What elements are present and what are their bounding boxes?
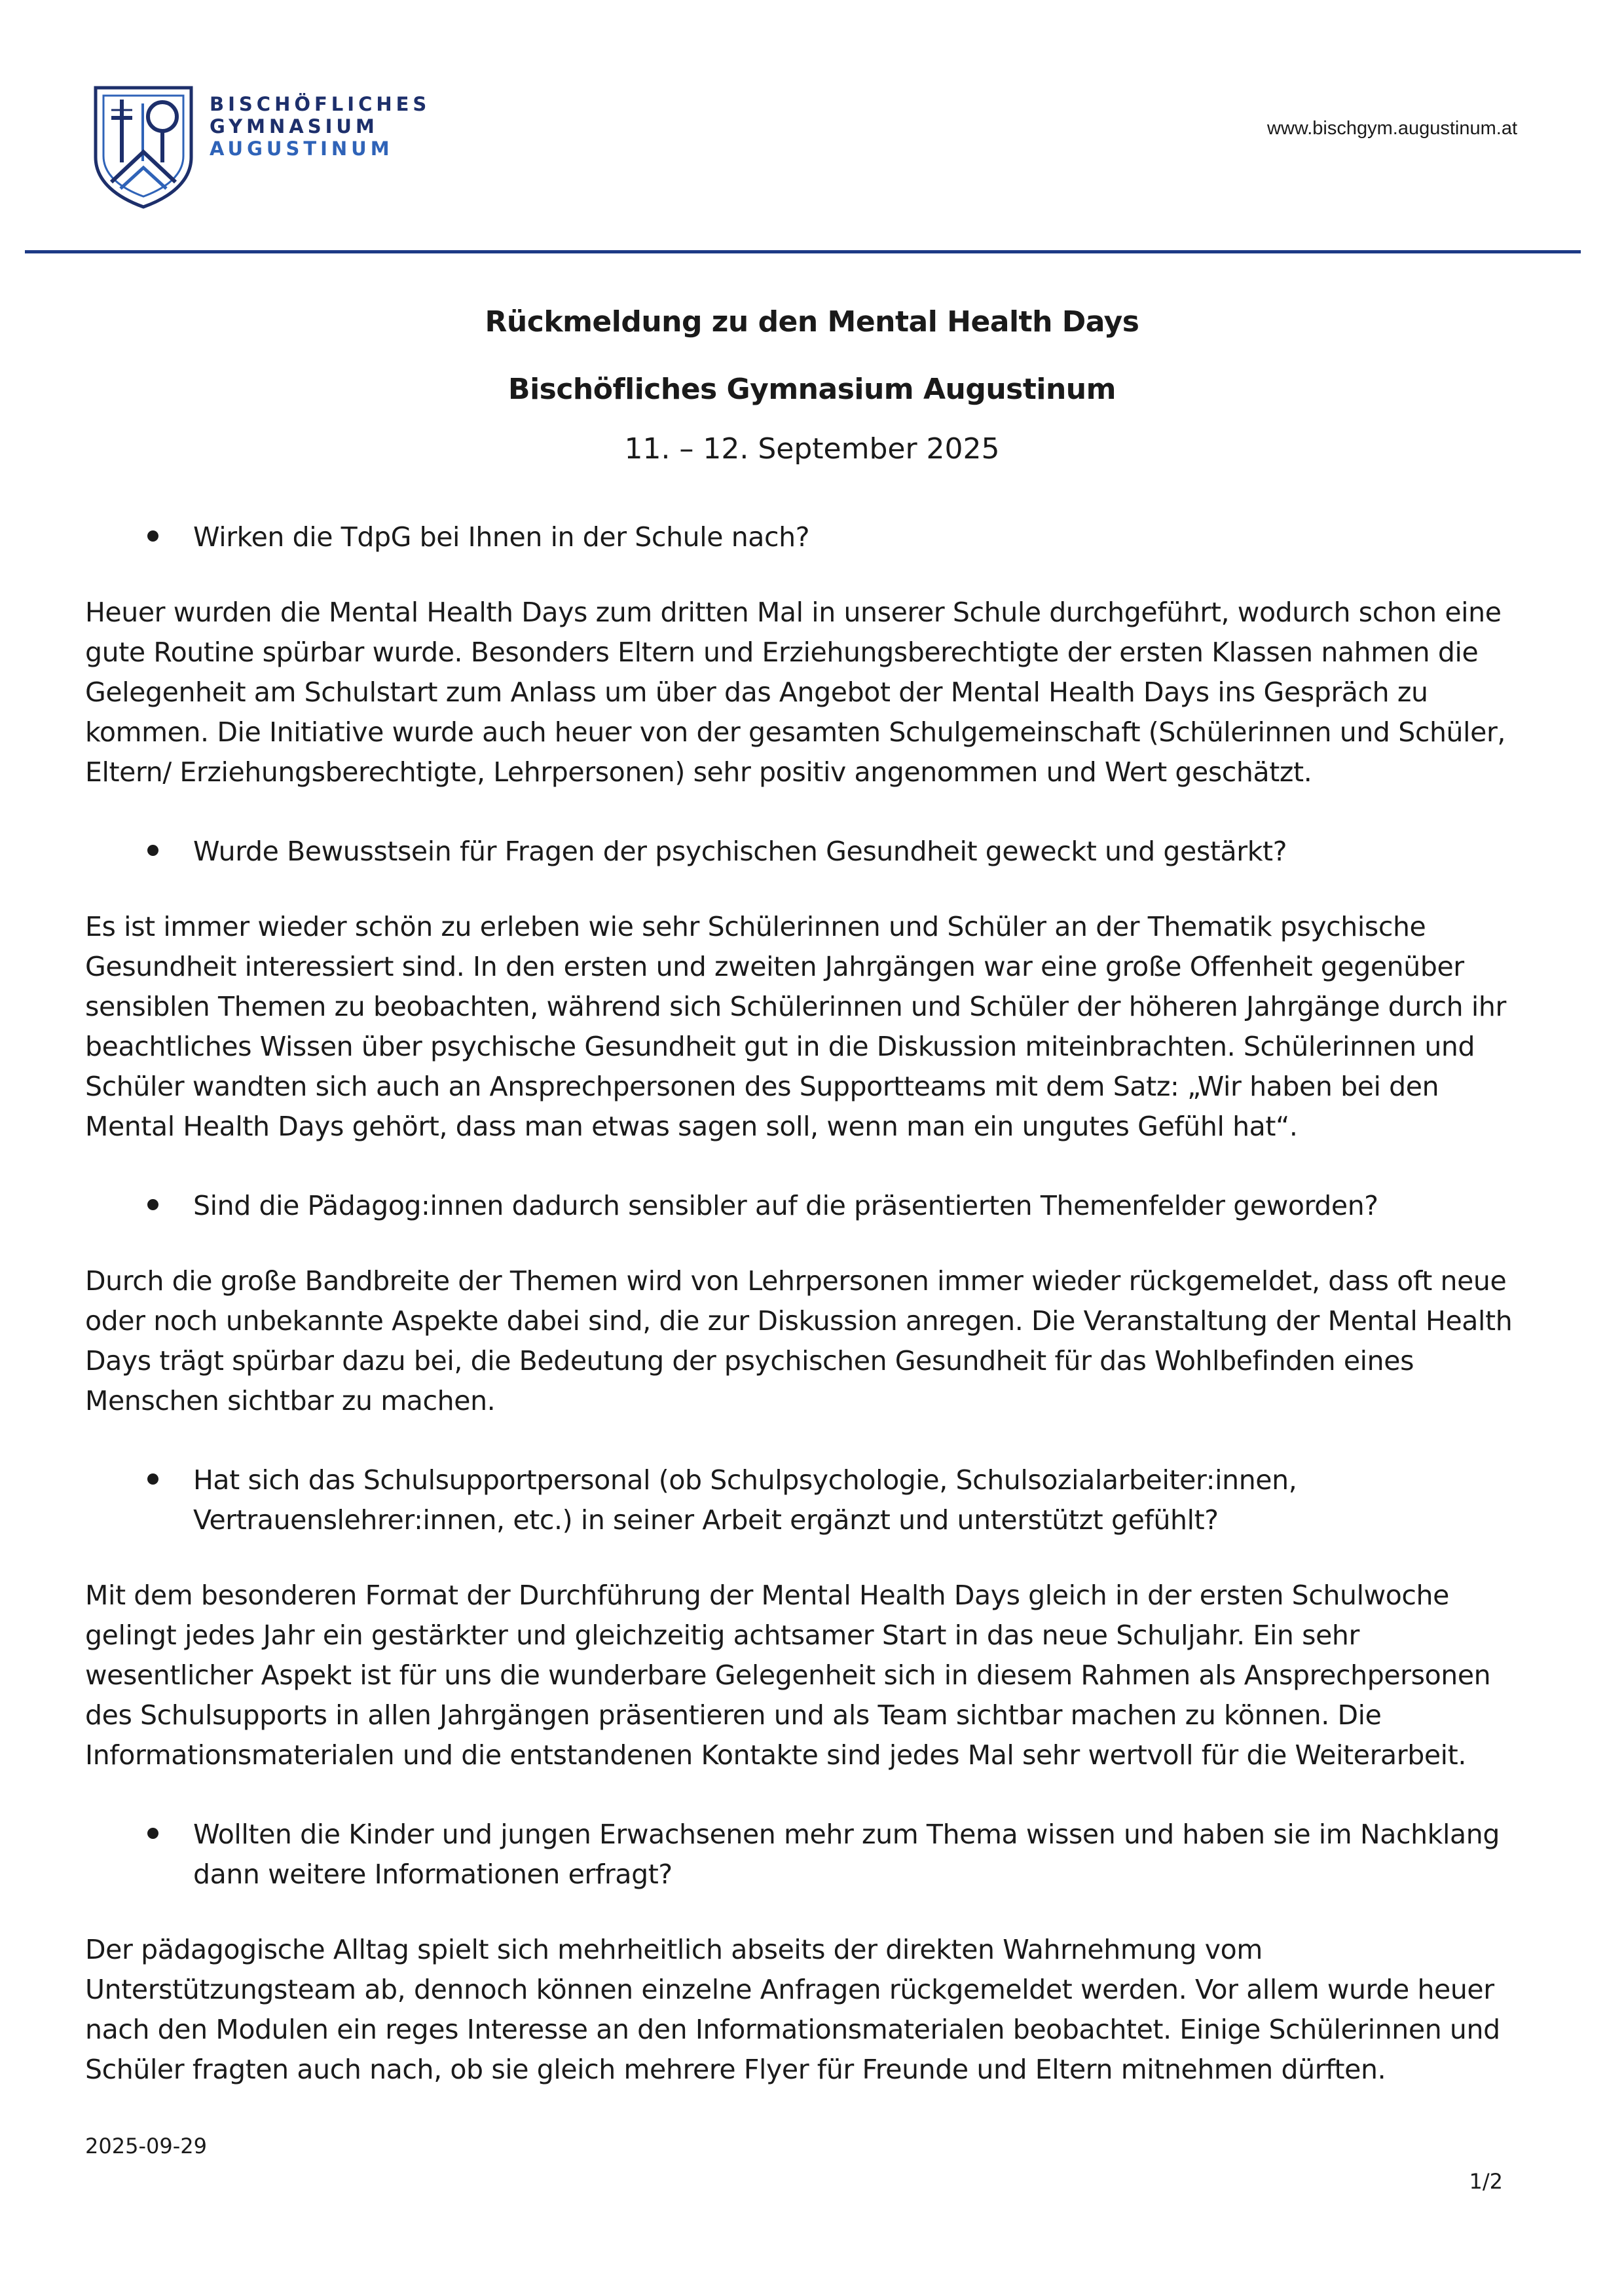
document-body	[85, 517, 1526, 2129]
answer-3: Durch die große Bandbreite der Themen wird von Lehrpersonen immer wieder rückgemeldet, dass oft neue oder noch unbekannte Aspekte dabei sind, die zur Diskussion anregen. Die Veranstaltung der Mental Health Days trägt spürbar dazu bei, die Bedeutung der psychischen Gesundheit für das Wohlbefinden eines Menschen sichtbar zu machen.	[85, 1265, 1513, 1416]
school-name-heading: Bischöfliches Gymnasium Augustinum	[508, 373, 1116, 406]
school-wordmark	[210, 95, 430, 162]
bullet-icon	[147, 1199, 158, 1210]
page-number: 1/2	[1469, 2169, 1503, 2194]
answer-2: Es ist immer wieder schön zu erleben wie sehr Schülerinnen und Schüler an der Thematik psychische Gesundheit interessiert sind. In den ersten und zweiten Jahrgängen war eine große Offenheit gegenüber sensiblen Themen zu beobachten, während sich Schülerinnen und Schüler der höheren Jahrgänge durch ihr beachtliches Wissen über psychische Gesundheit gut in die Diskussion miteinbrachten. Schülerinnen und Schüler wandten sich auch an Ansprechpersonen des Supportteams mit dem Satz: „Wir haben bei den Mental Health Days gehört, dass man etwas sagen soll, wenn man ein ungutes Gefühl hat“.	[85, 911, 1506, 1142]
bullet-icon	[147, 1473, 158, 1485]
question-3	[85, 1186, 1526, 1226]
question-text: Wurde Bewusstsein für Fragen der psychischen Gesundheit geweckt und gestärkt?	[193, 836, 1287, 867]
school-crest-logo	[92, 84, 195, 210]
footer-date: 2025-09-29	[85, 2134, 207, 2158]
document-title: Rückmeldung zu den Mental Health Days	[485, 305, 1139, 339]
bullet-icon	[147, 530, 158, 542]
wordmark-line-2: GYMNASIUM	[210, 115, 378, 138]
question-text: Hat sich das Schulsupportpersonal (ob Schulpsychologie, Schulsozialarbeiter:innen, Vertrauenslehrer:innen, etc.) in seiner Arbeit ergänzt und unterstützt gefühlt?	[193, 1464, 1297, 1536]
wordmark-line-1: BISCHÖFLICHES	[210, 93, 431, 115]
answer-5: Der pädagogische Alltag spielt sich mehrheitlich abseits der direkten Wahrnehmung vom Unterstützungsteam ab, dennoch können einzelne Anfragen rückgemeldet werden. Vor allem wurde heuer nach den Modulen ein reges Interesse an den Informationsmaterialen beobachtet. Einige Schülerinnen und Schüler fragten auch nach, ob sie gleich mehrere Flyer für Freunde und Eltern mitnehmen dürften.	[85, 1934, 1500, 2085]
wordmark-line-3: AUGUSTINUM	[210, 138, 394, 160]
document-title-block	[0, 305, 1624, 466]
bullet-icon	[147, 1828, 158, 1839]
question-4	[85, 1460, 1526, 1540]
header-divider	[25, 250, 1581, 253]
question-text: Wollten die Kinder und jungen Erwachsenen mehr zum Thema wissen und haben sie im Nachklang dann weitere Informationen erfragt?	[193, 1819, 1500, 1890]
question-5	[85, 1815, 1526, 1895]
question-text: Sind die Pädagog:innen dadurch sensibler auf die präsentierten Themenfelder geworden?	[193, 1190, 1378, 1221]
answer-4: Mit dem besonderen Format der Durchführung der Mental Health Days gleich in der ersten Schulwoche gelingt jedes Jahr ein gestärkter und gleichzeitig achtsamer Start in das neue Schuljahr. Ein sehr wesentlicher Aspekt ist für uns die wunderbare Gelegenheit sich in diesem Rahmen als Ansprechpersonen des Schulsupports in allen Jahrgängen präsentieren und als Team sichtbar machen zu können. Die Informationsmaterialen und die entstandenen Kontakte sind jedes Mal sehr wertvoll für die Weiterarbeit.	[85, 1580, 1491, 1771]
answer-1: Heuer wurden die Mental Health Days zum dritten Mal in unserer Schule durchgeführt, wodurch schon eine gute Routine spürbar wurde. Besonders Eltern und Erziehungsberechtigte der ersten Klassen nahmen die Gelegenheit am Schulstart zum Anlass um über das Angebot der Mental Health Days ins Gespräch zu kommen. Die Initiative wurde auch heuer von der gesamten Schulgemeinschaft (Schülerinnen und Schüler, Eltern/ Erziehungsberechtigte, Lehrpersonen) sehr positiv angenommen und Wert geschätzt.	[85, 597, 1506, 788]
question-2	[85, 832, 1526, 872]
event-date: 11. – 12. September 2025	[624, 432, 1000, 466]
letterhead	[0, 0, 1624, 262]
question-text: Wirken die TdpG bei Ihnen in der Schule nach?	[193, 521, 810, 553]
question-1	[85, 517, 1526, 557]
website-url: www.bischgym.augustinum.at	[1267, 118, 1517, 139]
bullet-icon	[147, 845, 158, 856]
